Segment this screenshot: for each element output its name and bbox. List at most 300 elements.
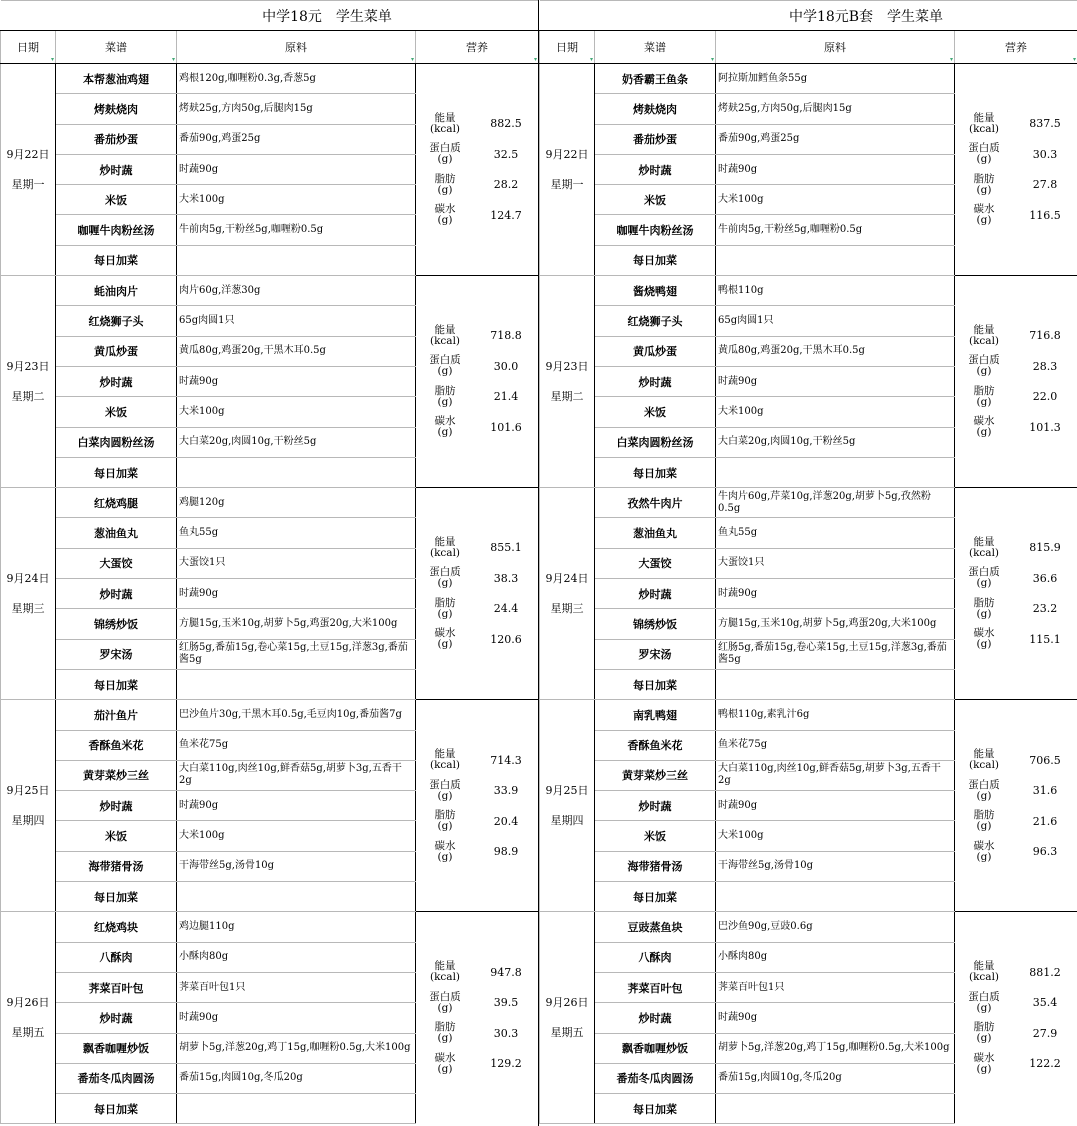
ingredients: 烤麸25g,方肉50g,后腿肉15g (716, 94, 955, 124)
ingredients: 鸡根120g,咖喱粉0.3g,香葱5g (177, 64, 416, 94)
nutrition-value: 30.0 (493, 359, 519, 373)
nutrition-label: 蛋白质 (g) (429, 354, 461, 378)
menu-row (1, 276, 539, 306)
dish-name: 米饭 (595, 397, 716, 427)
ingredients: 鸭根110g (716, 276, 955, 306)
dish-name: 飘香咖喱炒饭 (56, 1033, 177, 1063)
ingredients: 胡萝卜5g,洋葱20g,鸡丁15g,咖喱粉0.5g,大米100g (716, 1033, 955, 1063)
filter-icon[interactable]: ▾ (534, 56, 538, 63)
nutrition-label: 脂肪 (g) (434, 384, 456, 408)
ingredients: 黄瓜80g,鸡蛋20g,干黑木耳0.5g (177, 336, 416, 366)
ingredients: 大米100g (177, 821, 416, 851)
nutrition-label: 蛋白质 (g) (968, 778, 1000, 802)
weekday-label: 星期三 (11, 601, 45, 615)
nutrition-row (416, 957, 538, 988)
nutrition-label: 碳水 (g) (434, 415, 456, 439)
nutrition-label: 蛋白质 (g) (968, 354, 1000, 378)
dish-name: 每日加菜 (595, 245, 716, 275)
ingredients: 时蔬90g (177, 791, 416, 821)
dish-name: 本帮葱油鸡翅 (56, 64, 177, 94)
date-label: 9月24日 (6, 571, 50, 585)
nutrition-label: 能量 (kcal) (429, 323, 461, 347)
header-nutrition[interactable] (955, 31, 1077, 64)
dish-name: 炒时蔬 (56, 154, 177, 184)
ingredients: 时蔬90g (177, 579, 416, 609)
nutrition-row (955, 957, 1077, 988)
ingredients: 时蔬90g (716, 1003, 955, 1033)
nutrition-value: 21.4 (493, 390, 519, 404)
dish-name: 白菜肉圆粉丝汤 (595, 427, 716, 457)
dish-name: 南乳鸭翅 (595, 700, 716, 730)
nutrition-row (955, 563, 1077, 594)
nutrition-row (955, 109, 1077, 140)
nutrition-row (955, 806, 1077, 837)
ingredients (716, 669, 955, 699)
ingredients: 大白菜20g,肉圆10g,干粉丝5g (716, 427, 955, 457)
nutrition-row (955, 836, 1077, 867)
nutrition-row (416, 170, 538, 201)
nutrition-value: 115.1 (1029, 632, 1061, 646)
weekday-label: 星期二 (550, 389, 584, 403)
nutrition-label: 碳水 (g) (973, 839, 995, 863)
ingredients: 肉片60g,洋葱30g (177, 276, 416, 306)
nutrition-row (955, 1049, 1077, 1080)
dish-name: 炒时蔬 (595, 1003, 716, 1033)
nutrition-row (955, 745, 1077, 776)
nutrition-label: 能量 (kcal) (429, 748, 461, 772)
dish-name: 香酥鱼米花 (595, 730, 716, 760)
nutrition-row (416, 836, 538, 867)
ingredients: 鱼米花75g (716, 730, 955, 760)
dish-name: 咖喱牛肉粉丝汤 (56, 215, 177, 245)
date-cell (540, 700, 595, 912)
nutrition-value: 129.2 (490, 1057, 522, 1071)
header-nutrition[interactable] (416, 31, 539, 64)
dish-name: 炒时蔬 (56, 579, 177, 609)
weekday-label: 星期四 (11, 813, 45, 827)
nutrition-value: 27.8 (1032, 178, 1058, 192)
ingredients: 大米100g (177, 397, 416, 427)
nutrition-value: 28.2 (493, 178, 519, 192)
dish-name: 咖喱牛肉粉丝汤 (595, 215, 716, 245)
ingredients: 大白菜110g,肉丝10g,鲜香菇5g,胡萝卜3g,五香干2g (716, 760, 955, 790)
date-label: 9月25日 (6, 783, 50, 797)
nutrition-row (955, 321, 1077, 352)
menu-table (539, 0, 1077, 1124)
nutrition-value: 31.6 (1032, 784, 1058, 798)
ingredients: 红肠5g,番茄15g,卷心菜15g,土豆15g,洋葱3g,番茄酱5g (177, 639, 416, 669)
nutrition-row (955, 412, 1077, 443)
filter-icon[interactable]: ▾ (1073, 56, 1077, 63)
dish-name: 炒时蔬 (56, 366, 177, 396)
dish-name: 黄芽菜炒三丝 (595, 760, 716, 790)
nutrition-label: 能量 (kcal) (968, 535, 1000, 559)
nutrition-label: 能量 (kcal) (968, 323, 1000, 347)
menu-title: 中学18元B套 学生菜单 (716, 1, 1017, 31)
date-label: 9月25日 (545, 783, 589, 797)
filter-icon[interactable]: ▾ (710, 56, 714, 63)
header-label: 原料 (824, 41, 846, 54)
ingredients: 65g肉圆1只 (177, 306, 416, 336)
ingredients: 巴沙鱼90g,豆豉0.6g (716, 912, 955, 942)
nutrition-label: 脂肪 (g) (434, 172, 456, 196)
dish-name: 罗宋汤 (56, 639, 177, 669)
nutrition-label: 能量 (kcal) (968, 111, 1000, 135)
nutrition-value: 30.3 (1032, 147, 1058, 161)
ingredients: 荠菜百叶包1只 (177, 972, 416, 1002)
nutrition-value: 30.3 (493, 1026, 519, 1040)
nutrition-value: 36.6 (1032, 571, 1058, 585)
nutrition-row (416, 775, 538, 806)
dish-name: 每日加菜 (595, 669, 716, 699)
nutrition-row (416, 321, 538, 352)
nutrition-value: 24.4 (493, 602, 519, 616)
ingredients (716, 882, 955, 912)
ingredients: 红肠5g,番茄15g,卷心菜15g,土豆15g,洋葱3g,番茄酱5g (716, 639, 955, 669)
ingredients (177, 882, 416, 912)
nutrition-cell (416, 488, 539, 700)
date-cell (540, 912, 595, 1124)
ingredients: 牛前肉5g,干粉丝5g,咖喱粉0.5g (177, 215, 416, 245)
ingredients: 大米100g (716, 397, 955, 427)
date-cell (1, 912, 56, 1124)
dish-name: 白菜肉圆粉丝汤 (56, 427, 177, 457)
ingredients: 番茄15g,肉圆10g,冬瓜20g (716, 1063, 955, 1093)
dish-name: 番茄冬瓜肉圆汤 (595, 1063, 716, 1093)
nutrition-label: 能量 (kcal) (968, 748, 1000, 772)
nutrition-label: 脂肪 (g) (973, 1021, 995, 1045)
dish-name: 每日加菜 (595, 882, 716, 912)
nutrition-label: 脂肪 (g) (434, 596, 456, 620)
header-ingredients[interactable] (177, 31, 416, 64)
menu-row (1, 64, 539, 94)
nutrition-value: 815.9 (1029, 541, 1061, 555)
nutrition-row (955, 594, 1077, 625)
header-label: 原料 (285, 41, 307, 54)
ingredients: 胡萝卜5g,洋葱20g,鸡丁15g,咖喱粉0.5g,大米100g (177, 1033, 416, 1063)
nutrition-row (416, 382, 538, 413)
ingredients: 番茄90g,鸡蛋25g (716, 124, 955, 154)
nutrition-label: 蛋白质 (g) (429, 778, 461, 802)
dish-name: 烤麸烧肉 (56, 94, 177, 124)
header-label: 日期 (556, 41, 578, 54)
nutrition-row (416, 563, 538, 594)
ingredients: 时蔬90g (716, 366, 955, 396)
header-label: 营养 (466, 41, 488, 54)
nutrition-row (416, 988, 538, 1019)
dish-name: 每日加菜 (56, 882, 177, 912)
nutrition-label: 脂肪 (g) (434, 1021, 456, 1045)
weekday-label: 星期五 (11, 1025, 45, 1039)
ingredients: 荠菜百叶包1只 (716, 972, 955, 1002)
header-label: 菜谱 (644, 41, 666, 54)
header-date[interactable] (540, 31, 595, 64)
ingredients: 牛前肉5g,干粉丝5g,咖喱粉0.5g (716, 215, 955, 245)
nutrition-row (416, 1018, 538, 1049)
nutrition-label: 碳水 (g) (434, 839, 456, 863)
nutrition-cell (416, 912, 539, 1124)
nutrition-label: 脂肪 (g) (973, 809, 995, 833)
date-label: 9月26日 (6, 995, 50, 1009)
nutrition-value: 120.6 (490, 632, 522, 646)
dish-name: 葱油鱼丸 (56, 518, 177, 548)
nutrition-value: 947.8 (490, 965, 522, 979)
dish-name: 米饭 (56, 185, 177, 215)
dish-name: 红烧鸡块 (56, 912, 177, 942)
menu-18-yuan (0, 0, 538, 1126)
ingredients: 鸡腿120g (177, 488, 416, 518)
ingredients: 大米100g (716, 185, 955, 215)
date-label: 9月23日 (6, 359, 50, 373)
nutrition-cell (955, 912, 1077, 1124)
ingredients: 干海带丝5g,汤骨10g (716, 851, 955, 881)
nutrition-value: 882.5 (490, 117, 522, 131)
nutrition-value: 714.3 (490, 753, 522, 767)
header-dish[interactable] (56, 31, 177, 64)
nutrition-value: 38.3 (493, 571, 519, 585)
dish-name: 每日加菜 (56, 245, 177, 275)
weekday-label: 星期四 (550, 813, 584, 827)
dish-name: 锦绣炒饭 (595, 609, 716, 639)
nutrition-cell (955, 276, 1077, 488)
nutrition-row (955, 382, 1077, 413)
nutrition-label: 蛋白质 (g) (429, 990, 461, 1014)
dish-name: 海带猪骨汤 (595, 851, 716, 881)
nutrition-row (955, 533, 1077, 564)
ingredients: 番茄90g,鸡蛋25g (177, 124, 416, 154)
nutrition-cell (955, 64, 1077, 276)
menu-row (540, 488, 1077, 518)
nutrition-label: 蛋白质 (g) (968, 990, 1000, 1014)
date-label: 9月22日 (545, 147, 589, 161)
nutrition-value: 27.9 (1032, 1026, 1058, 1040)
dish-name: 黄芽菜炒三丝 (56, 760, 177, 790)
dish-name: 番茄炒蛋 (595, 124, 716, 154)
nutrition-label: 碳水 (g) (434, 203, 456, 227)
nutrition-row (955, 624, 1077, 655)
nutrition-value: 21.6 (1032, 814, 1058, 828)
date-label: 9月23日 (545, 359, 589, 373)
dish-name: 酱烧鸭翅 (595, 276, 716, 306)
ingredients: 鱼米花75g (177, 730, 416, 760)
dish-name: 奶香霸王鱼条 (595, 64, 716, 94)
dish-name: 豆豉蒸鱼块 (595, 912, 716, 942)
nutrition-value: 718.8 (490, 329, 522, 343)
ingredients (177, 245, 416, 275)
ingredients: 黄瓜80g,鸡蛋20g,干黑木耳0.5g (716, 336, 955, 366)
dish-name: 海带猪骨汤 (56, 851, 177, 881)
ingredients: 时蔬90g (716, 154, 955, 184)
ingredients: 鱼丸55g (716, 518, 955, 548)
header-label: 营养 (1005, 41, 1027, 54)
nutrition-row (955, 1018, 1077, 1049)
nutrition-row (416, 412, 538, 443)
menu-row (540, 912, 1077, 942)
ingredients: 时蔬90g (177, 1003, 416, 1033)
dish-name: 红烧狮子头 (595, 306, 716, 336)
ingredients: 大白菜20g,肉圆10g,干粉丝5g (177, 427, 416, 457)
ingredients (177, 1094, 416, 1124)
dish-name: 米饭 (595, 821, 716, 851)
nutrition-row (955, 988, 1077, 1019)
ingredients: 大米100g (177, 185, 416, 215)
ingredients: 65g肉圆1只 (716, 306, 955, 336)
weekday-label: 星期二 (11, 389, 45, 403)
menu-row (1, 912, 539, 942)
dish-name: 黄瓜炒蛋 (56, 336, 177, 366)
nutrition-value: 837.5 (1029, 117, 1061, 131)
nutrition-value: 96.3 (1032, 845, 1058, 859)
nutrition-value: 20.4 (493, 814, 519, 828)
nutrition-label: 能量 (kcal) (429, 111, 461, 135)
dish-name: 每日加菜 (56, 669, 177, 699)
header-label: 菜谱 (105, 41, 127, 54)
nutrition-label: 碳水 (g) (973, 627, 995, 651)
ingredients: 干海带丝5g,汤骨10g (177, 851, 416, 881)
nutrition-cell (955, 488, 1077, 700)
nutrition-label: 蛋白质 (g) (429, 142, 461, 166)
weekday-label: 星期五 (550, 1025, 584, 1039)
nutrition-cell (955, 700, 1077, 912)
dish-name: 八酥肉 (595, 942, 716, 972)
dish-name: 大蛋饺 (56, 548, 177, 578)
ingredients: 大蛋饺1只 (177, 548, 416, 578)
dish-name: 八酥肉 (56, 942, 177, 972)
nutrition-value: 98.9 (493, 845, 519, 859)
dish-name: 炒时蔬 (56, 791, 177, 821)
date-label: 9月24日 (545, 571, 589, 585)
dish-name: 飘香咖喱炒饭 (595, 1033, 716, 1063)
header-date[interactable] (1, 31, 56, 64)
nutrition-value: 23.2 (1032, 602, 1058, 616)
nutrition-value: 35.4 (1032, 996, 1058, 1010)
dish-name: 孜然牛肉片 (595, 488, 716, 518)
nutrition-value: 22.0 (1032, 390, 1058, 404)
filter-icon[interactable]: ▾ (171, 56, 175, 63)
dish-name: 米饭 (595, 185, 716, 215)
filter-icon[interactable]: ▾ (410, 56, 414, 63)
dish-name: 荠菜百叶包 (56, 972, 177, 1002)
nutrition-row (416, 200, 538, 231)
dish-name: 每日加菜 (595, 457, 716, 487)
dish-name: 黄瓜炒蛋 (595, 336, 716, 366)
filter-icon[interactable]: ▾ (949, 56, 953, 63)
ingredients: 鸭根110g,素乳汁6g (716, 700, 955, 730)
nutrition-value: 101.6 (490, 420, 522, 434)
menu-row (540, 64, 1077, 94)
dish-name: 炒时蔬 (595, 366, 716, 396)
nutrition-row (416, 139, 538, 170)
nutrition-row (416, 351, 538, 382)
nutrition-label: 碳水 (g) (973, 415, 995, 439)
nutrition-row (955, 351, 1077, 382)
dish-name: 大蛋饺 (595, 548, 716, 578)
menu-18-yuan-b (538, 0, 1077, 1126)
nutrition-value: 101.3 (1029, 420, 1061, 434)
nutrition-row (416, 109, 538, 140)
dish-name: 罗宋汤 (595, 639, 716, 669)
date-label: 9月26日 (545, 995, 589, 1009)
menu-row (1, 488, 539, 518)
weekday-label: 星期三 (550, 601, 584, 615)
ingredients: 时蔬90g (716, 579, 955, 609)
nutrition-label: 脂肪 (g) (973, 596, 995, 620)
nutrition-cell (416, 64, 539, 276)
menu-row (540, 276, 1077, 306)
ingredients: 方腿15g,玉米10g,胡萝卜5g,鸡蛋20g,大米100g (716, 609, 955, 639)
date-cell (1, 700, 56, 912)
header-dish[interactable] (595, 31, 716, 64)
nutrition-value: 28.3 (1032, 359, 1058, 373)
dish-name: 每日加菜 (56, 457, 177, 487)
ingredients (716, 245, 955, 275)
dish-name: 红烧狮子头 (56, 306, 177, 336)
nutrition-label: 脂肪 (g) (434, 809, 456, 833)
ingredients: 鱼丸55g (177, 518, 416, 548)
weekday-label: 星期一 (550, 177, 584, 191)
date-cell (1, 488, 56, 700)
nutrition-label: 蛋白质 (g) (968, 142, 1000, 166)
dish-name: 锦绣炒饭 (56, 609, 177, 639)
ingredients: 巴沙鱼片30g,干黑木耳0.5g,毛豆肉10g,番茄酱7g (177, 700, 416, 730)
dish-name: 每日加菜 (56, 1094, 177, 1124)
ingredients: 大蛋饺1只 (716, 548, 955, 578)
date-cell (540, 276, 595, 488)
nutrition-value: 716.8 (1029, 329, 1061, 343)
nutrition-label: 碳水 (g) (973, 203, 995, 227)
nutrition-row (416, 1049, 538, 1080)
dish-name: 茄汁鱼片 (56, 700, 177, 730)
nutrition-label: 蛋白质 (g) (968, 566, 1000, 590)
dish-name: 炒时蔬 (595, 579, 716, 609)
nutrition-label: 脂肪 (g) (973, 172, 995, 196)
weekday-label: 星期一 (11, 177, 45, 191)
nutrition-value: 881.2 (1029, 965, 1061, 979)
date-cell (1, 64, 56, 276)
dish-name: 炒时蔬 (56, 1003, 177, 1033)
nutrition-row (416, 806, 538, 837)
nutrition-row (955, 775, 1077, 806)
ingredients: 大白菜110g,肉丝10g,鲜香菇5g,胡萝卜3g,五香干2g (177, 760, 416, 790)
nutrition-cell (416, 700, 539, 912)
ingredients: 大米100g (716, 821, 955, 851)
nutrition-row (416, 624, 538, 655)
date-cell (540, 64, 595, 276)
dish-name: 蚝油肉片 (56, 276, 177, 306)
nutrition-label: 脂肪 (g) (973, 384, 995, 408)
nutrition-row (416, 533, 538, 564)
menu-row (1, 700, 539, 730)
nutrition-value: 32.5 (493, 147, 519, 161)
ingredients: 小酥肉80g (177, 942, 416, 972)
nutrition-value: 39.5 (493, 996, 519, 1010)
nutrition-value: 706.5 (1029, 753, 1061, 767)
dish-name: 米饭 (56, 397, 177, 427)
nutrition-row (955, 139, 1077, 170)
nutrition-value: 33.9 (493, 784, 519, 798)
header-ingredients[interactable] (716, 31, 955, 64)
filter-icon[interactable]: ▾ (50, 56, 54, 63)
filter-icon[interactable]: ▾ (589, 56, 593, 63)
nutrition-value: 124.7 (490, 208, 522, 222)
menu-table (0, 0, 539, 1124)
menu-title: 中学18元 学生菜单 (177, 1, 478, 31)
nutrition-row (955, 200, 1077, 231)
ingredients: 小酥肉80g (716, 942, 955, 972)
nutrition-label: 能量 (kcal) (968, 960, 1000, 984)
dish-name: 炒时蔬 (595, 154, 716, 184)
dish-name: 每日加菜 (595, 1094, 716, 1124)
